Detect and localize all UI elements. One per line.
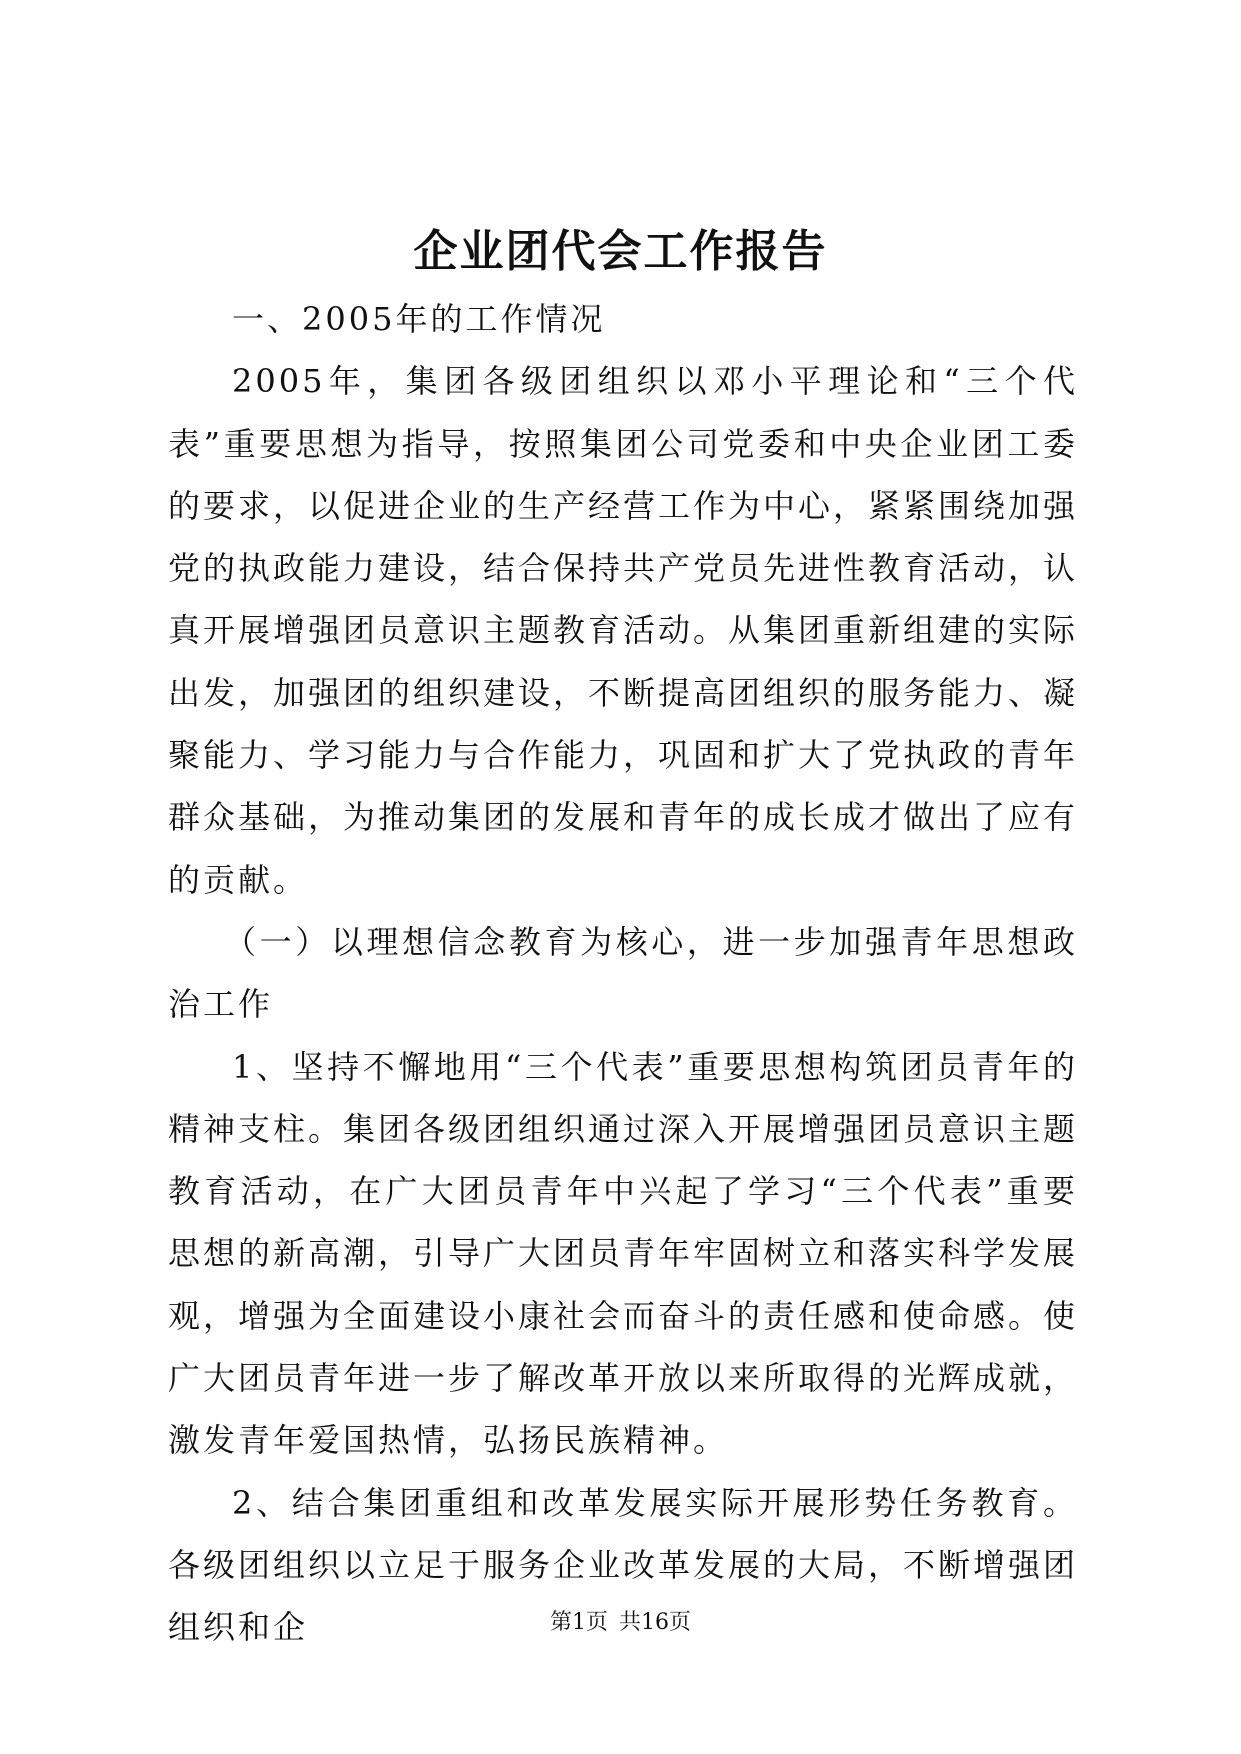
- page-number: 第1页: [550, 1610, 608, 1635]
- page-footer: [0, 1608, 1241, 1638]
- document-body: [168, 288, 1078, 1659]
- subsection-heading: （一）以理想信念教育为核心，进一步加强青年思想政治工作: [168, 922, 1078, 1024]
- paragraph: 1、坚持不懈地用“三个代表”重要思想构筑团员青年的精神支柱。集团各级团组织通过深入开展增强团员意识主题教育活动，在广大团员青年中兴起了学习“三个代表”重要思想的新高潮，引导广大团员青年牢固树立和落实科学发展观，增强为全面建设小康社会而奋斗的责任感和使命感。使广大团员青年进一步了解改革开放以来所取得的光辉成就，激发青年爱国热情，弘扬民族精神。: [168, 1047, 1079, 1460]
- section-heading: 一、2005年的工作情况: [232, 300, 606, 338]
- paragraph: 2、结合集团重组和改革发展实际开展形势任务教育。各级团组织以立足于服务企业改革发展的大局，不断增强团组织和企: [168, 1483, 1079, 1647]
- page-total: 共16页: [619, 1610, 691, 1635]
- document-title: 企业团代会工作报告: [413, 226, 828, 277]
- paragraph: 2005年，集团各级团组织以邓小平理论和“三个代表”重要思想为指导，按照集团公司党委和中央企业团工委的要求，以促进企业的生产经营工作为中心，紧紧围绕加强党的执政能力建设，结合保持共产党员先进性教育活动，认真开展增强团员意识主题教育活动。从集团重新组建的实际出发，加强团的组织建设，不断提高团组织的服务能力、凝聚能力、学习能力与合作能力，巩固和扩大了党执政的青年群众基础，为推动集团的发展和青年的成长成才做出了应有的贡献。: [168, 362, 1079, 899]
